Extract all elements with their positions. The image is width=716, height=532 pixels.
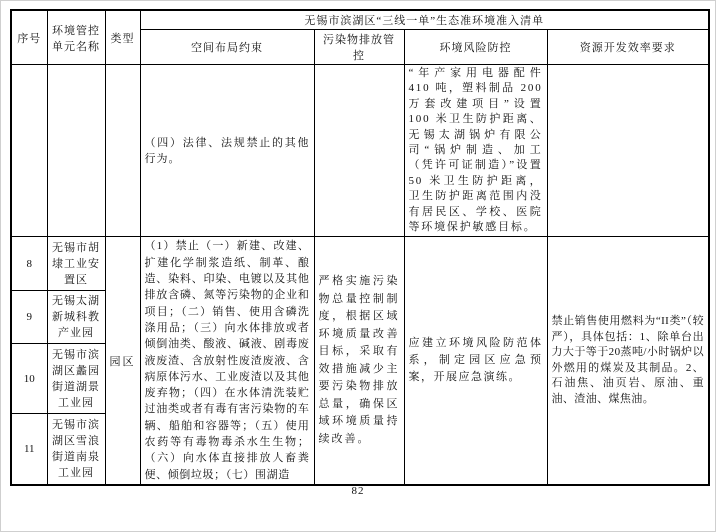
row9-index: 9 xyxy=(11,290,47,343)
group-space-cell: （1）禁止（一）新建、改建、扩建化学制浆造纸、制革、酿造、染料、印染、电镀以及其他排放含磷、氮等污染物的企业和项目；（二）销售、使用含磷洗涤用品；（三）向水体排放或者倾倒油类、酸液、碱液、剧毒废液废渣、含放射性废渣废液、含病原体污水、工业废渣以及其他废弃物；（四）在水体清洗装贮过油类或者有毒有害污染物的车辆、船舶和容器等；（五）使用农药等有毒物毒杀水生生物；（六）向水体直接排放人畜粪便、倾倒垃圾；（七）围湖造 xyxy=(140,237,314,485)
group-type-cell: 园区 xyxy=(105,237,140,485)
access-list-table xyxy=(10,9,710,486)
continuation-row xyxy=(11,65,709,237)
header-type: 类型 xyxy=(105,10,140,65)
header-index: 序号 xyxy=(11,10,47,65)
header-resource: 资源开发效率要求 xyxy=(547,30,709,65)
header-space: 空间布局约束 xyxy=(140,30,314,65)
header-unit-name: 环境管控单元名称 xyxy=(47,10,105,65)
row10-unit-name: 无锡市滨湖区蠡园街道湖景工业园 xyxy=(47,344,105,414)
cont-resource-cell xyxy=(547,65,709,237)
cont-index-cell xyxy=(11,65,47,237)
header-title-row xyxy=(11,10,709,30)
table-row-8 xyxy=(11,237,709,290)
cont-type-cell xyxy=(105,65,140,237)
group-resource-cell: 禁止销售使用燃料为“II类”（较严），具体包括：1、除单台出力大于等于20蒸吨/小时锅炉以外燃用的煤炭及其制品。2、石油焦、油页岩、原油、重油、渣油、煤焦油。 xyxy=(547,237,709,485)
header-pollution: 污染物排放管控 xyxy=(314,30,404,65)
row9-unit-name: 无锡太湖新城科教产业园 xyxy=(47,290,105,343)
header-risk: 环境风险防控 xyxy=(404,30,547,65)
cont-pollution-cell xyxy=(314,65,404,237)
group-pollution-cell: 严格实施污染物总量控制制度，根据区域环境质量改善目标，采取有效措施减少主要污染物排放总量，确保区域环境质量持续改善。 xyxy=(314,237,404,485)
row8-index: 8 xyxy=(11,237,47,290)
table-title: 无锡市滨湖区“三线一单”生态准环境准入清单 xyxy=(140,10,709,30)
cont-space-cell: （四）法律、法规禁止的其他行为。 xyxy=(140,65,314,237)
group-risk-cell: 应建立环境风险防范体系，制定园区应急预案，开展应急演练。 xyxy=(404,237,547,485)
page-number: 82 xyxy=(351,485,365,497)
row11-unit-name: 无锡市滨湖区雪浪街道南泉工业园 xyxy=(47,414,105,485)
row8-unit-name: 无锡市胡埭工业安置区 xyxy=(47,237,105,290)
row11-index: 11 xyxy=(11,414,47,485)
cont-risk-cell: “年产家用电器配件 410 吨，塑料制品 200 万套改建项目”设置 100 米卫生防护距离、无锡太湖锅炉有限公司“锅炉制造、加工（凭许可证制造）”设置 50 米卫生防护距离，卫生防护距离范围内没有居民区、学校、医院等环境保护敏感目标。 xyxy=(404,65,547,237)
cont-name-cell xyxy=(47,65,105,237)
row10-index: 10 xyxy=(11,344,47,414)
